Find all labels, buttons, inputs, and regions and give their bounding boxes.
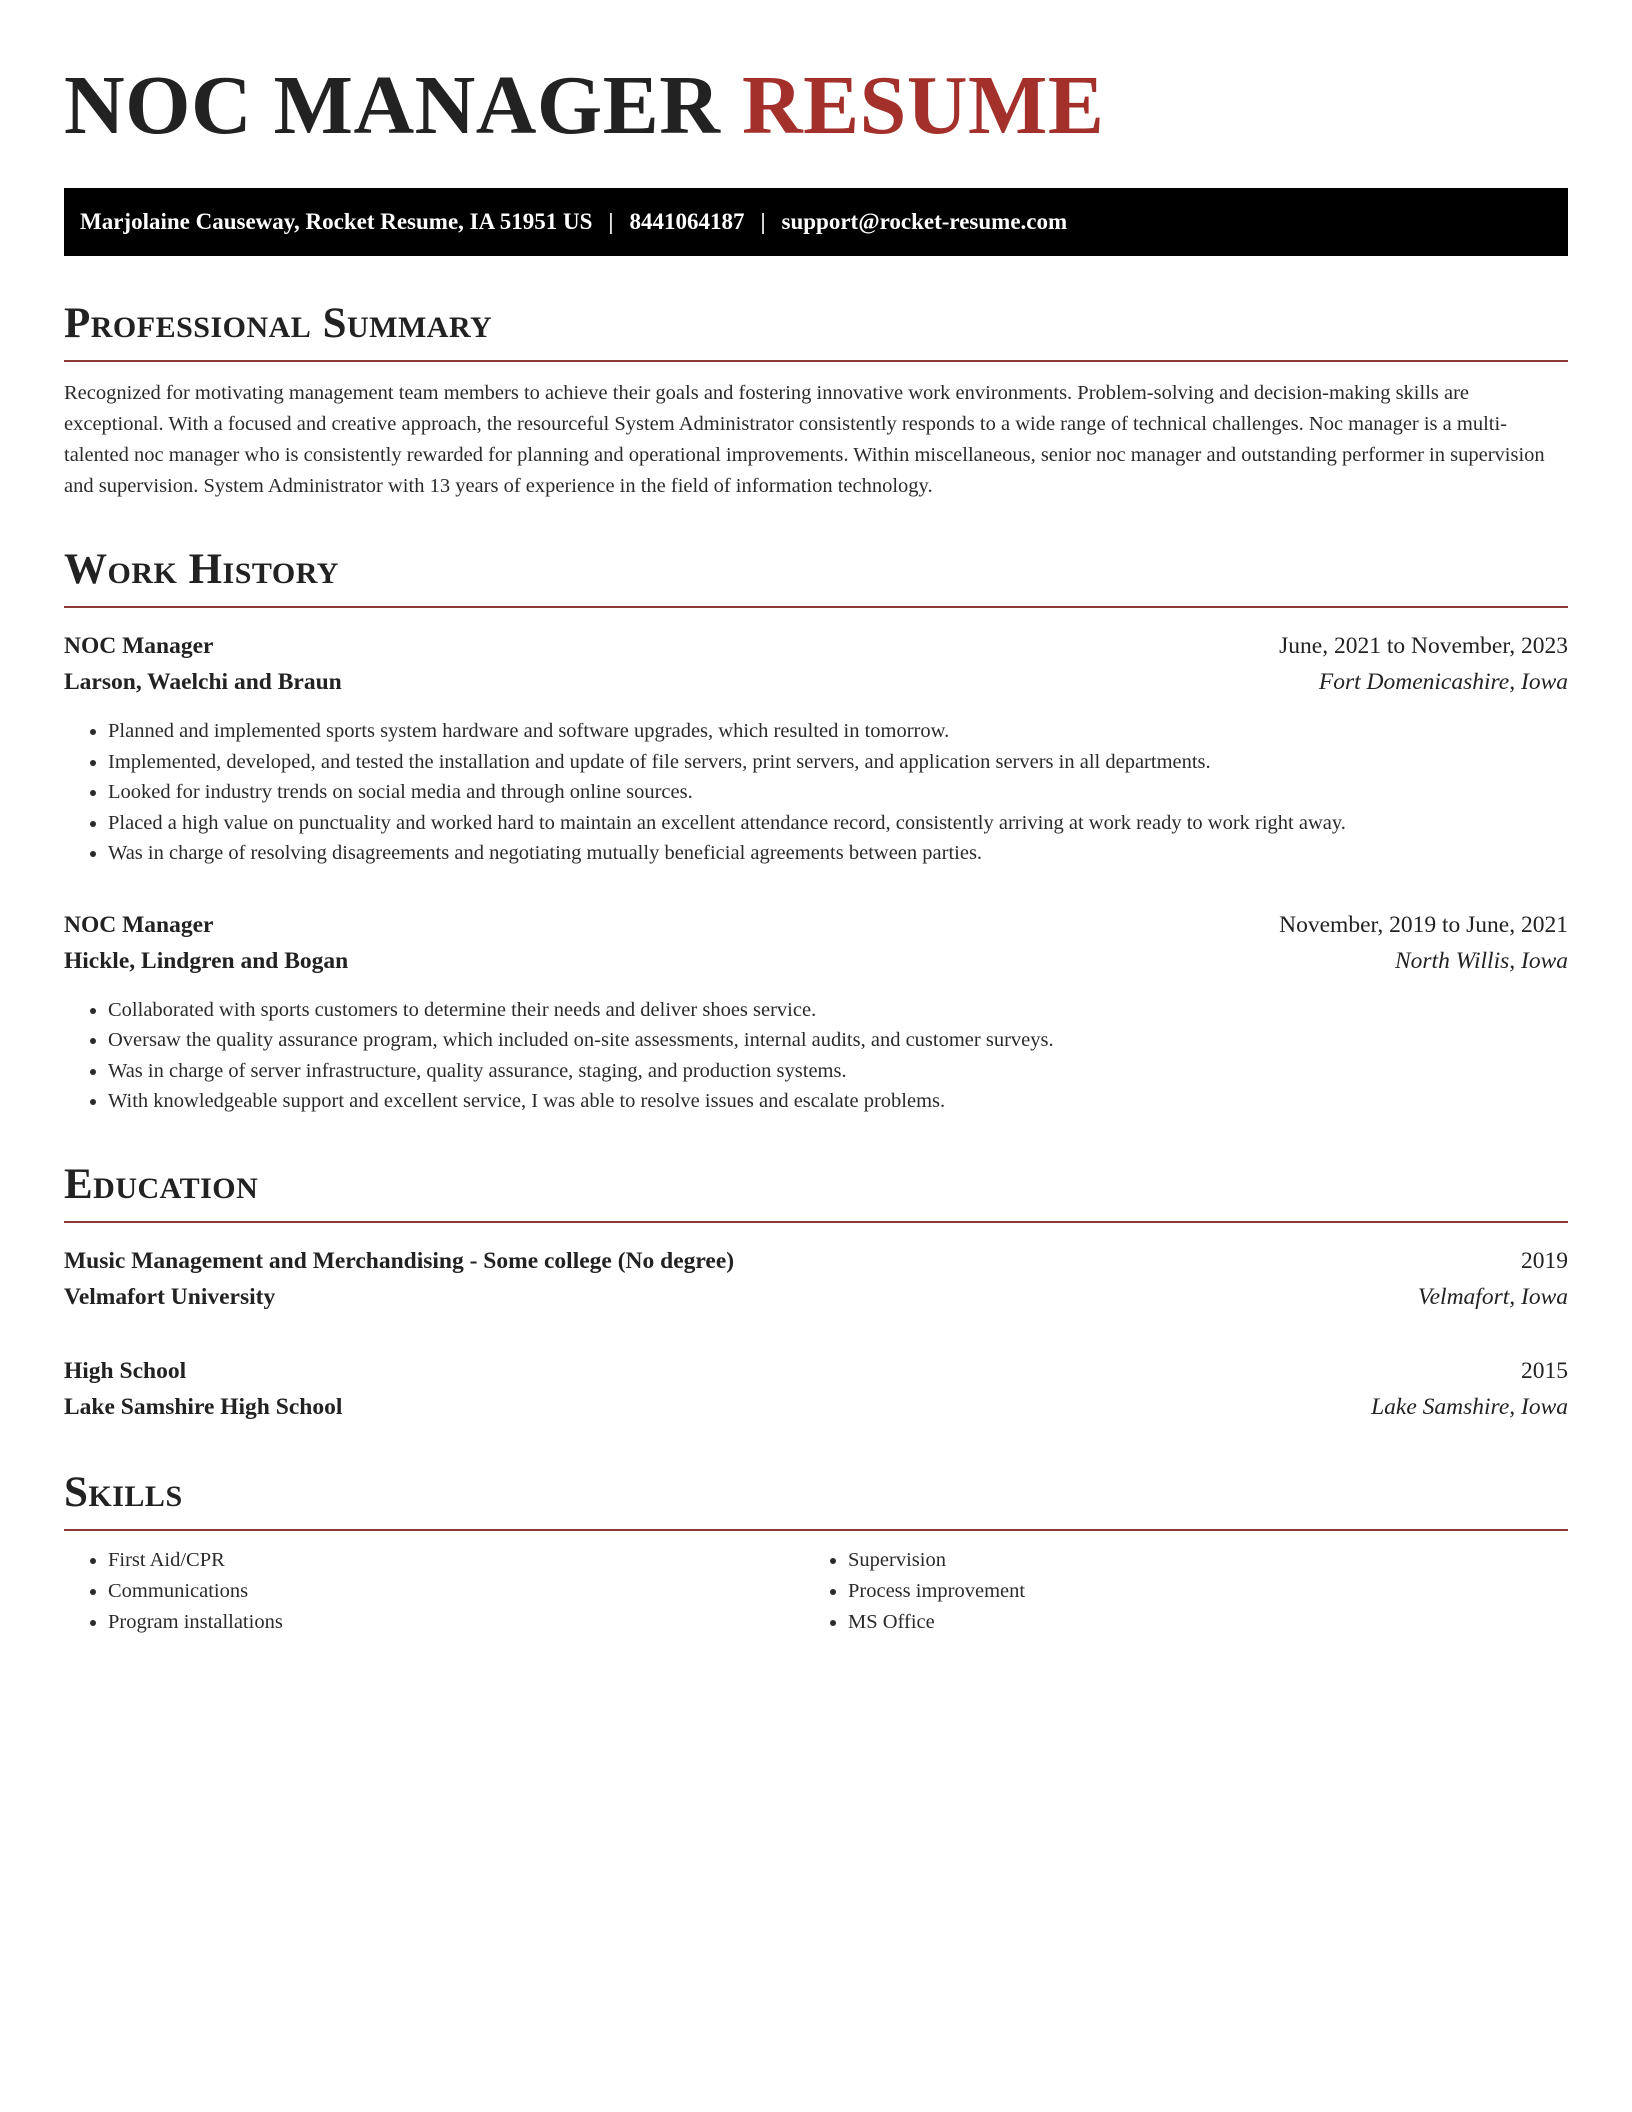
contact-email: support@rocket-resume.com <box>781 209 1068 234</box>
section-heading-summary: Professional Summary <box>64 300 1568 362</box>
summary-text: Recognized for motivating management team members to achieve their goals and fostering innovative work environments. Problem-solving and decision-making skills are exceptional. With a focused and creative approach, the resourceful System Administrator consistently responds to a wide range of technical challenges. Noc manager is a multi-talented noc manager who is consistently rewarded for planning and operational improvements. Within miscellaneous, senior noc manager and outstanding performer in supervision and supervision. System Administrator with 13 years of experience in the field of information technology. <box>64 382 1545 497</box>
section-heading-skills: Skills <box>64 1469 1568 1531</box>
education-year: 2019 <box>1521 1247 1568 1274</box>
job-title: NOC Manager <box>64 911 214 938</box>
section-heading-education: Education <box>64 1161 1568 1223</box>
contact-address: Marjolaine Causeway, Rocket Resume, IA 51951 US <box>80 209 593 234</box>
education-entry <box>64 1243 1568 1315</box>
skills-grid <box>64 1545 1568 1638</box>
education-entry <box>64 1353 1568 1425</box>
job-dates: November, 2019 to June, 2021 <box>1279 911 1568 938</box>
list-item: • Was in charge of server infrastructure, quality assurance, staging, and production systems. <box>108 1056 1568 1087</box>
list-item: • Was in charge of resolving disagreements and negotiating mutually beneficial agreements between parties. <box>108 838 1568 869</box>
job-title-row <box>64 628 1568 664</box>
title-accent: RESUME <box>741 59 1105 152</box>
education-degree: Music Management and Merchandising - Some college (No degree) <box>64 1247 735 1274</box>
education-school: Velmafort University <box>64 1283 276 1310</box>
title-main: NOC MANAGER <box>64 59 721 152</box>
skill-item: • Program installations <box>108 1607 804 1638</box>
contact-separator: | <box>760 209 766 234</box>
skill-item: • Communications <box>108 1576 804 1607</box>
list-item: • Implemented, developed, and tested the installation and update of file servers, print servers, and application servers in all departments. <box>108 747 1568 778</box>
job-entry <box>64 628 1568 869</box>
list-item: • Looked for industry trends on social media and through online sources. <box>108 777 1568 808</box>
resume-title <box>64 56 1568 156</box>
skill-item: • MS Office <box>848 1607 1544 1638</box>
education-school-row <box>64 1279 1568 1315</box>
job-title: NOC Manager <box>64 633 214 659</box>
education-location: Velmafort, Iowa <box>1417 1283 1568 1310</box>
contact-separator: | <box>608 209 614 234</box>
job-bullets <box>64 716 1568 869</box>
job-location: North Willis, Iowa <box>1394 947 1568 974</box>
job-title-row <box>64 907 1568 943</box>
education-year: 2015 <box>1521 1357 1568 1384</box>
section-heading-work-history: Work History <box>64 546 1568 608</box>
job-company-row <box>64 943 1568 979</box>
education-location: Lake Samshire, Iowa <box>1371 1393 1568 1420</box>
education-school: Lake Samshire High School <box>64 1393 343 1420</box>
skills-column-left <box>64 1545 804 1638</box>
skill-item: • First Aid/CPR <box>108 1545 804 1576</box>
list-item: • Planned and implemented sports system hardware and software upgrades, which resulted in tomorrow. <box>108 716 1568 747</box>
education-degree-row <box>64 1353 1568 1389</box>
list-item: • Placed a high value on punctuality and worked hard to maintain an excellent attendance record, consistently arriving at work ready to work right away. <box>108 808 1568 839</box>
resume-page <box>64 0 1568 1638</box>
education-school-row <box>64 1389 1568 1425</box>
contact-bar <box>64 188 1568 256</box>
job-location: Fort Domenicashire, Iowa <box>1318 669 1568 695</box>
skills-column-right <box>804 1545 1544 1638</box>
list-item: • Collaborated with sports customers to determine their needs and deliver shoes service. <box>108 995 1568 1026</box>
job-company-row <box>64 664 1568 700</box>
list-item: • With knowledgeable support and excellent service, I was able to resolve issues and escalate problems. <box>108 1086 1568 1117</box>
contact-phone: 8441064187 <box>629 209 745 234</box>
job-bullets <box>64 995 1568 1117</box>
job-company: Larson, Waelchi and Braun <box>64 669 342 695</box>
skill-item: • Supervision <box>848 1545 1544 1576</box>
education-degree: High School <box>64 1357 187 1384</box>
education-degree-row <box>64 1243 1568 1279</box>
job-entry <box>64 907 1568 1117</box>
list-item: • Oversaw the quality assurance program, which included on-site assessments, internal audits, and customer surveys. <box>108 1025 1568 1056</box>
job-company: Hickle, Lindgren and Bogan <box>64 947 349 974</box>
skill-item: • Process improvement <box>848 1576 1544 1607</box>
job-dates: June, 2021 to November, 2023 <box>1279 633 1568 659</box>
